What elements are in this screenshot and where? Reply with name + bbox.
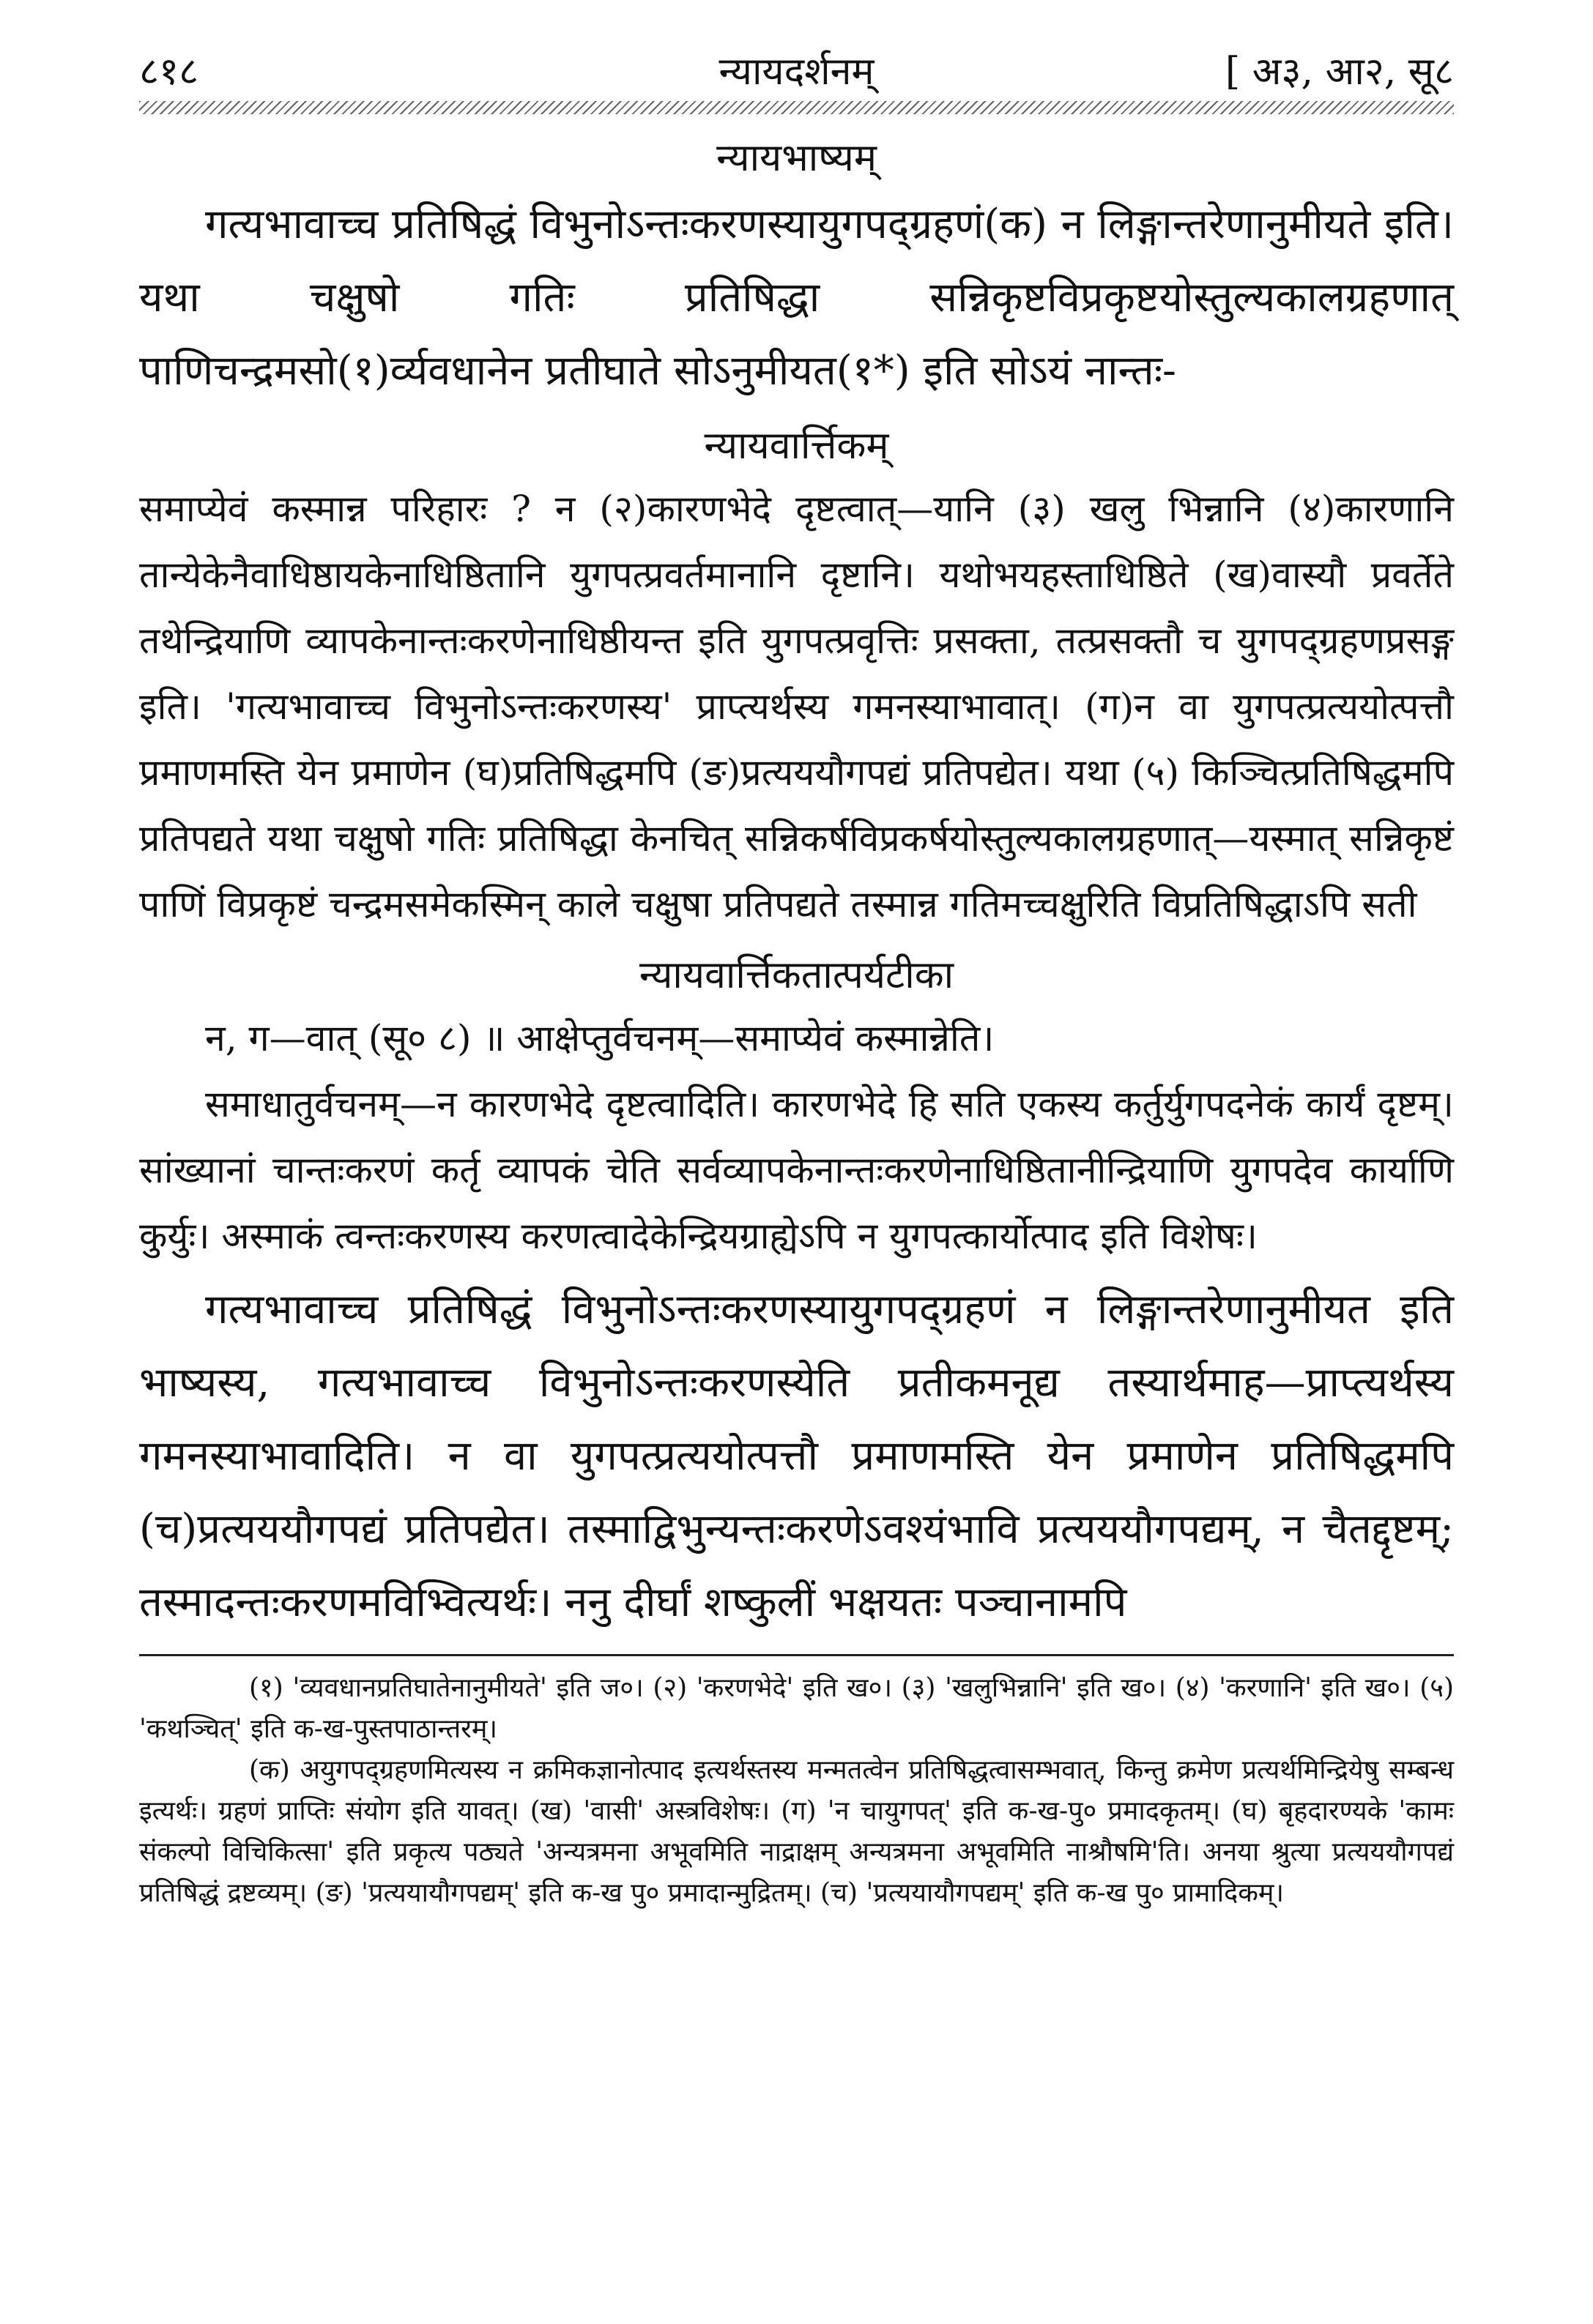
bhashya-paragraph: गत्यभावाच्च प्रतिषिद्धं विभुनोऽन्तःकरणस्यायुगपद्ग्रहणं(क) न लिङ्गान्तरेणानुमीयते इति। यथा चक्षुषो गतिः प्रतिषिद्धा सन्निकृष्टविप्रकृष्टयोस्तुल्यकालग्रहणात् पाणिचन्द्रमसो(१)र्व्यवधानेन प्रतीघाते सोऽनुमीयत(१*) इति सोऽयं नान्तः- (139, 201, 1454, 395)
tika-paragraph-2: समाधातुर्वचनम्—न कारणभेदे दृष्टत्वादिति। कारणभेदे हि सति एकस्य कर्तुर्युगपदनेकं कार्यं दृष्टम्। सांख्यानां चान्तःकरणं कर्तृ व्यापकं चेति सर्वव्यापकेनान्तःकरणेनाधिष्ठितानीन्द्रियाणि युगपदेव कार्याणि कुर्युः। अस्माकं त्वन्तःकरणस्य करणत्वादेकेन्द्रियग्राह्येऽपि न युगपत्कार्योत्पाद इति विशेषः। (139, 1083, 1454, 1257)
header-wavy-rule (139, 101, 1454, 114)
footnote-lettered: (क) अयुगपद्ग्रहणमित्यस्य न क्रमिकज्ञानोत्पाद इत्यर्थस्तस्य मन्मतत्वेन प्रतिषिद्धत्वासम्भवात्, किन्तु क्रमेण प्रत्यर्थमिन्द्रियेषु सम्बन्ध इत्यर्थः। ग्रहणं प्राप्तिः संयोग इति यावत्। (ख) 'वासी' अस्त्रविशेषः। (ग) 'न चायुगपत्' इति क-ख-पु० प्रमादकृतम्। (घ) बृहदारण्यके 'कामः संकल्पो विचिकित्सा' इति प्रकृत्य पठ्यते 'अन्यत्रमना अभूवमिति नाद्राक्षम् अन्यत्रमना अभूवमिति नाश्रौषमि'ति। अनया श्रुत्या प्रत्यययौगपद्यं प्रतिषिद्धं द्रष्टव्यम्। (ङ) 'प्रत्ययायौगपद्यम्' इति क-ख पु० प्रमादान्मुद्रितम्। (च) 'प्रत्ययायौगपद्यम्' इति क-ख पु० प्रामादिकम्। (139, 1755, 1454, 1908)
section-title-vartika: न्यायवार्त्तिकम् (704, 424, 889, 468)
footnote-divider (139, 1654, 1454, 1656)
tika-paragraph-3: गत्यभावाच्च प्रतिषिद्धं विभुनोऽन्तःकरणस्यायुगपद्ग्रहणं न लिङ्गान्तरेणानुमीयत इति भाष्यस्य, गत्यभावाच्च विभुनोऽन्तःकरणस्येति प्रतीकमनूद्य तस्यार्थमाह—प्राप्त्यर्थस्य गमनस्याभावादिति। न वा युगपत्प्रत्ययोत्पत्तौ प्रमाणमस्ति येन प्रमाणेन प्रतिषिद्धमपि (च)प्रत्यययौगपद्यं प्रतिपद्येत। तस्माद्विभुन्यन्तःकरणेऽवश्यंभावि प्रत्यययौगपद्यम्, न चैतद्दृष्टम्; तस्मादन्तःकरणमविभ्वित्यर्थः। ननु दीर्घां शष्कुलीं भक्षयतः पञ्चानामपि (139, 1286, 1454, 1626)
page-number: ८१८ (139, 50, 199, 94)
vartika-paragraph: समाप्येवं कस्मान्न परिहारः ? न (२)कारणभेदे दृष्टत्वात्—यानि (३) खलु भिन्नानि (४)कारणानि तान्येकेनैवाधिष्ठायकेनाधिष्ठितानि युगपत्प्रवर्तमानानि दृष्टानि। यथोभयहस्ताधिष्ठिते (ख)वास्यौ प्रवर्तेते तथेन्द्रियाणि व्यापकेनान्तःकरणेनाधिष्ठीयन्त इति युगपत्प्रवृत्तिः प्रसक्ता, तत्प्रसक्तौ च युगपद्ग्रहणप्रसङ्ग इति। 'गत्यभावाच्च विभुनोऽन्तःकरणस्य' प्राप्त्यर्थस्य गमनस्याभावात्। (ग)न वा युगपत्प्रत्ययोत्पत्तौ प्रमाणमस्ति येन प्रमाणेन (घ)प्रतिषिद्धमपि (ङ)प्रत्यययौगपद्यं प्रतिपद्येत। यथा (५) किञ्चित्प्रतिषिद्धमपि प्रतिपद्यते यथा चक्षुषो गतिः प्रतिषिद्धा केनचित् सन्निकर्षविप्रकर्षयोस्तुल्यकालग्रहणात्—यस्मात् सन्निकृष्टं पाणिं विप्रकृष्टं चन्द्रमसमेकस्मिन् काले चक्षुषा प्रतिपद्यते तस्मान्न गतिमच्चक्षुरिति विप्रतिषिद्धाऽपि सती (139, 488, 1454, 925)
page-header (139, 29, 1454, 95)
section-reference: [ अ३, आ२, सू८ (1225, 50, 1454, 94)
section-title-tika: न्यायवार्त्तिकतात्पर्यटीका (639, 953, 954, 997)
tika-paragraph-1: न, ग—वात् (सू० ८) ॥ आक्षेप्तुर्वचनम्—समाप्येवं कस्मान्नेति। (205, 1017, 995, 1059)
footnote-numbered: (१) 'व्यवधानप्रतिघातेनानुमीयते' इति ज०। (२) 'करणभेदे' इति ख०। (३) 'खलुभिन्नानि' इति ख०। (४) 'करणानि' इति ख०। (५) 'कथञ्चित्' इति क-ख-पुस्तपाठान्तरम्। (139, 1673, 1454, 1744)
section-title-bhashya: न्यायभाष्यम् (716, 136, 877, 180)
running-title: न्यायदर्शनम् (718, 50, 875, 94)
